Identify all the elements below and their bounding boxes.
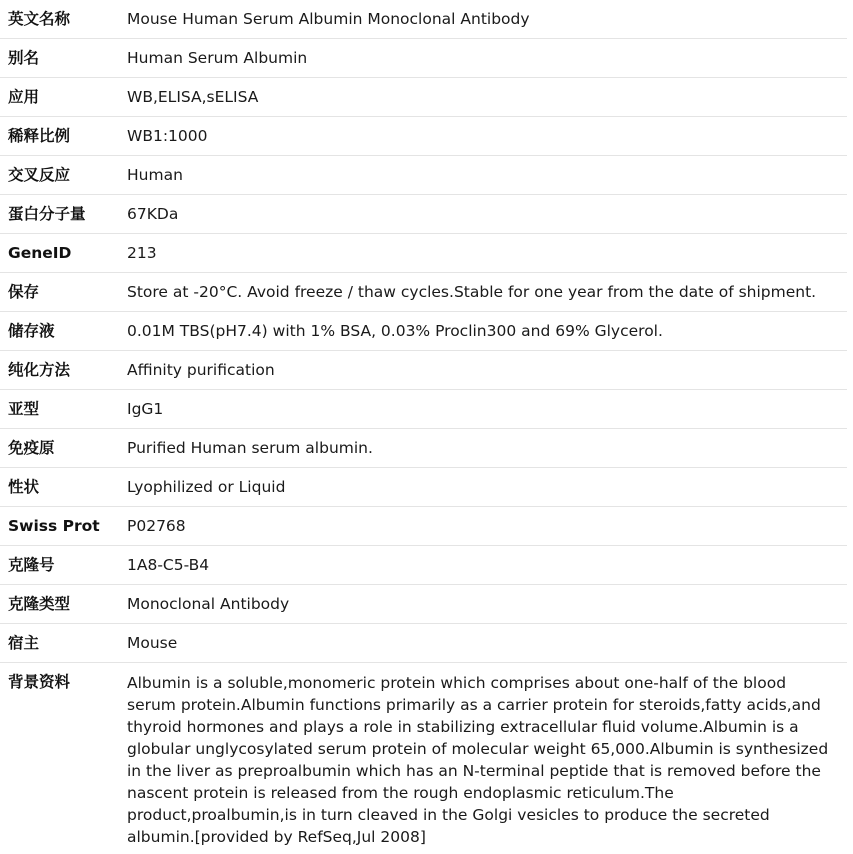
row-label: 性状 bbox=[0, 468, 127, 507]
row-gene-id bbox=[0, 234, 847, 273]
row-storage-buffer bbox=[0, 312, 847, 351]
row-alias bbox=[0, 39, 847, 78]
row-storage bbox=[0, 273, 847, 312]
row-isotype bbox=[0, 390, 847, 429]
row-label: 别名 bbox=[0, 39, 127, 78]
row-value: 67KDa bbox=[127, 195, 847, 234]
row-value: Human Serum Albumin bbox=[127, 39, 847, 78]
row-value: WB,ELISA,sELISA bbox=[127, 78, 847, 117]
row-value: Affinity purification bbox=[127, 351, 847, 390]
row-label: 亚型 bbox=[0, 390, 127, 429]
row-value: Store at -20°C. Avoid freeze / thaw cycles.Stable for one year from the date of shipment. bbox=[127, 273, 847, 312]
row-label: 蛋白分子量 bbox=[0, 195, 127, 234]
row-label: GeneID bbox=[0, 234, 127, 273]
row-swiss-prot bbox=[0, 507, 847, 546]
row-label: 宿主 bbox=[0, 624, 127, 663]
row-english-name bbox=[0, 0, 847, 39]
row-value: IgG1 bbox=[127, 390, 847, 429]
row-clonality bbox=[0, 585, 847, 624]
row-dilution bbox=[0, 117, 847, 156]
row-value: Human bbox=[127, 156, 847, 195]
row-cross-reactivity bbox=[0, 156, 847, 195]
row-value: 1A8-C5-B4 bbox=[127, 546, 847, 585]
row-immunogen bbox=[0, 429, 847, 468]
row-value: Mouse Human Serum Albumin Monoclonal Antibody bbox=[127, 0, 847, 39]
row-label: Swiss Prot bbox=[0, 507, 127, 546]
row-value: Lyophilized or Liquid bbox=[127, 468, 847, 507]
row-value: WB1:1000 bbox=[127, 117, 847, 156]
row-value: 213 bbox=[127, 234, 847, 273]
row-label: 纯化方法 bbox=[0, 351, 127, 390]
row-background bbox=[0, 663, 847, 854]
row-value: P02768 bbox=[127, 507, 847, 546]
row-label: 克隆号 bbox=[0, 546, 127, 585]
row-value: Purified Human serum albumin. bbox=[127, 429, 847, 468]
row-application bbox=[0, 78, 847, 117]
row-label: 英文名称 bbox=[0, 0, 127, 39]
row-value: 0.01M TBS(pH7.4) with 1% BSA, 0.03% Proclin300 and 69% Glycerol. bbox=[127, 312, 847, 351]
row-label: 背景资料 bbox=[0, 663, 127, 854]
row-value: Monoclonal Antibody bbox=[127, 585, 847, 624]
row-molecular-weight bbox=[0, 195, 847, 234]
row-value: Mouse bbox=[127, 624, 847, 663]
row-label: 保存 bbox=[0, 273, 127, 312]
row-clone-number bbox=[0, 546, 847, 585]
row-label: 储存液 bbox=[0, 312, 127, 351]
row-label: 交叉反应 bbox=[0, 156, 127, 195]
row-label: 免疫原 bbox=[0, 429, 127, 468]
row-value: Albumin is a soluble,monomeric protein which comprises about one-half of the blood serum protein.Albumin functions primarily as a carrier protein for steroids,fatty acids,and thyroid hormones and plays a role in stabilizing extracellular fluid volume.Albumin is a globular unglycosylated serum protein of molecular weight 65,000.Albumin is synthesized in the liver as preproalbumin which has an N-terminal peptide that is removed before the nascent protein is released from the rough endoplasmic reticulum.The product,proalbumin,is in turn cleaved in the Golgi vesicles to produce the secreted albumin.[provided by RefSeq,Jul 2008] bbox=[127, 663, 847, 854]
row-label: 稀释比例 bbox=[0, 117, 127, 156]
row-form bbox=[0, 468, 847, 507]
row-host bbox=[0, 624, 847, 663]
row-label: 应用 bbox=[0, 78, 127, 117]
row-label: 克隆类型 bbox=[0, 585, 127, 624]
row-purification bbox=[0, 351, 847, 390]
